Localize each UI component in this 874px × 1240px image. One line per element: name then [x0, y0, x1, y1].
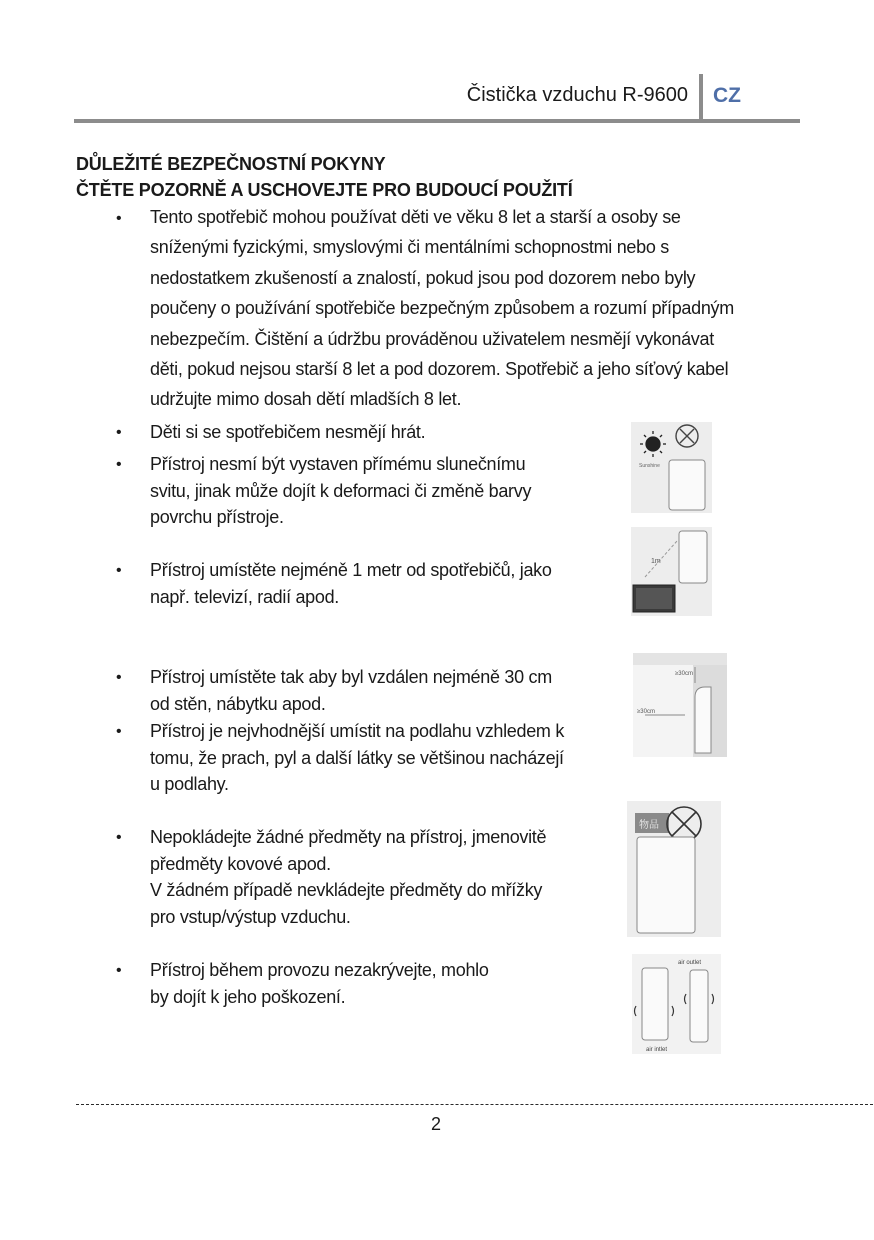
text-line: např. televizí, radií apod. — [150, 586, 340, 607]
bullet-icon: • — [116, 562, 122, 579]
list-item-no-objects — [150, 824, 546, 930]
page-number: 2 — [431, 1114, 442, 1134]
text-line: děti, pokud nejsou starší 8 let a pod dozorem. Spotřebič a jeho síťový kabel — [150, 359, 729, 380]
purifier-shape — [637, 837, 695, 933]
air-outlet-label: air outlet — [678, 960, 702, 966]
distance-1m-image — [631, 527, 712, 616]
text-line: Přístroj umístěte nejméně 1 metr od spotřebičů, jako — [150, 560, 552, 580]
text-line: Přístroj je nejvhodnější umístit na podlahu vzhledem k — [150, 721, 565, 741]
header-separator — [699, 74, 703, 122]
bullet-icon: • — [116, 424, 122, 441]
purifier-shape — [695, 687, 711, 753]
wall-distance-image — [633, 653, 727, 757]
bullet-icon: • — [116, 210, 122, 227]
sunshine-label: Sunshine — [639, 463, 660, 469]
section-title: DŮLEŽITÉ BEZPEČNOSTNÍ POKYNY — [76, 154, 386, 174]
text-line: udržujte mimo dosah dětí mladších 8 let. — [150, 389, 462, 410]
text-line: Děti si se spotřebičem nesmějí hrát. — [150, 422, 426, 442]
sun-icon — [640, 431, 666, 457]
language-code: CZ — [713, 84, 741, 107]
text-line: tomu, že prach, pyl a další látky se většinou nacházejí — [150, 747, 564, 768]
airflow-image — [632, 954, 721, 1054]
purifier-shape — [679, 531, 707, 583]
bullet-icon: • — [116, 962, 122, 979]
text-line: V žádném případě nevkládejte předměty do mřížky — [150, 880, 543, 900]
wall-top-label: ≥30cm — [675, 671, 693, 677]
text-line: Tento spotřebič mohou používat děti ve věku 8 let a starší a osoby se — [150, 207, 681, 227]
text-line: předměty kovové apod. — [150, 853, 331, 874]
bullet-icon: • — [116, 723, 122, 740]
text-line: Přístroj umístěte tak aby byl vzdálen nejméně 30 cm — [150, 667, 552, 687]
list-item-sunlight — [150, 451, 531, 531]
document-title: Čistička vzduchu R-9600 — [466, 84, 688, 106]
distance-label: 1m — [651, 558, 661, 565]
text-line: Nepokládejte žádné předměty na přístroj, jmenovitě — [150, 827, 547, 847]
purifier-front-shape — [642, 968, 668, 1040]
list-item-distance-30cm — [150, 664, 552, 717]
footer-rule — [76, 1104, 873, 1105]
list-item-floor-placement — [150, 718, 564, 798]
list-item-no-cover — [150, 957, 489, 1010]
list-item-distance-1m — [150, 557, 552, 610]
section-subtitle: ČTĚTE POZORNĚ A USCHOVEJTE PRO BUDOUCÍ POUŽITÍ — [76, 180, 573, 200]
text-line: poučeny o používání spotřebiče bezpečným způsobem a rozumí případným — [150, 298, 734, 319]
list-item-no-play — [150, 419, 425, 446]
text-line: u podlahy. — [150, 774, 229, 794]
air-inlet-label: air intlet — [646, 1047, 668, 1053]
text-line: nedostatkem zkušeností a znalostí, pokud jsou pod dozorem nebo byly — [150, 267, 696, 288]
bullet-icon: • — [116, 456, 122, 473]
text-line: svitu, jinak může dojít k deformaci či změně barvy — [150, 480, 532, 501]
text-line: sníženými fyzickými, smyslovými či mentálními schopnostmi nebo s — [150, 237, 669, 258]
purifier-shape — [669, 460, 705, 510]
text-line: Přístroj během provozu nezakrývejte, mohlo — [150, 960, 489, 980]
list-item-children-ability — [150, 202, 734, 415]
text-line: Přístroj nesmí být vystaven přímému slunečnímu — [150, 454, 526, 474]
text-line: by dojít k jeho poškození. — [150, 986, 346, 1007]
no-objects-image — [627, 801, 721, 937]
distance-line — [645, 541, 677, 577]
object-label: 物品 — [639, 820, 659, 831]
prohibited-icon — [667, 807, 701, 841]
prohibited-icon — [676, 425, 698, 447]
text-line: povrchu přístroje. — [150, 507, 284, 527]
text-line: nebezpečím. Čištění a údržbu prováděnou uživatelem nesmějí vykonávat — [150, 328, 714, 349]
text-line: od stěn, nábytku apod. — [150, 693, 326, 714]
bullet-icon: • — [116, 829, 122, 846]
header-rule — [74, 119, 800, 123]
text-line: pro vstup/výstup vzduchu. — [150, 906, 351, 927]
wall-side-label: ≥30cm — [637, 709, 655, 715]
bullet-icon: • — [116, 669, 122, 686]
sunshine-warning-image — [631, 422, 712, 513]
purifier-side-shape — [690, 970, 708, 1042]
